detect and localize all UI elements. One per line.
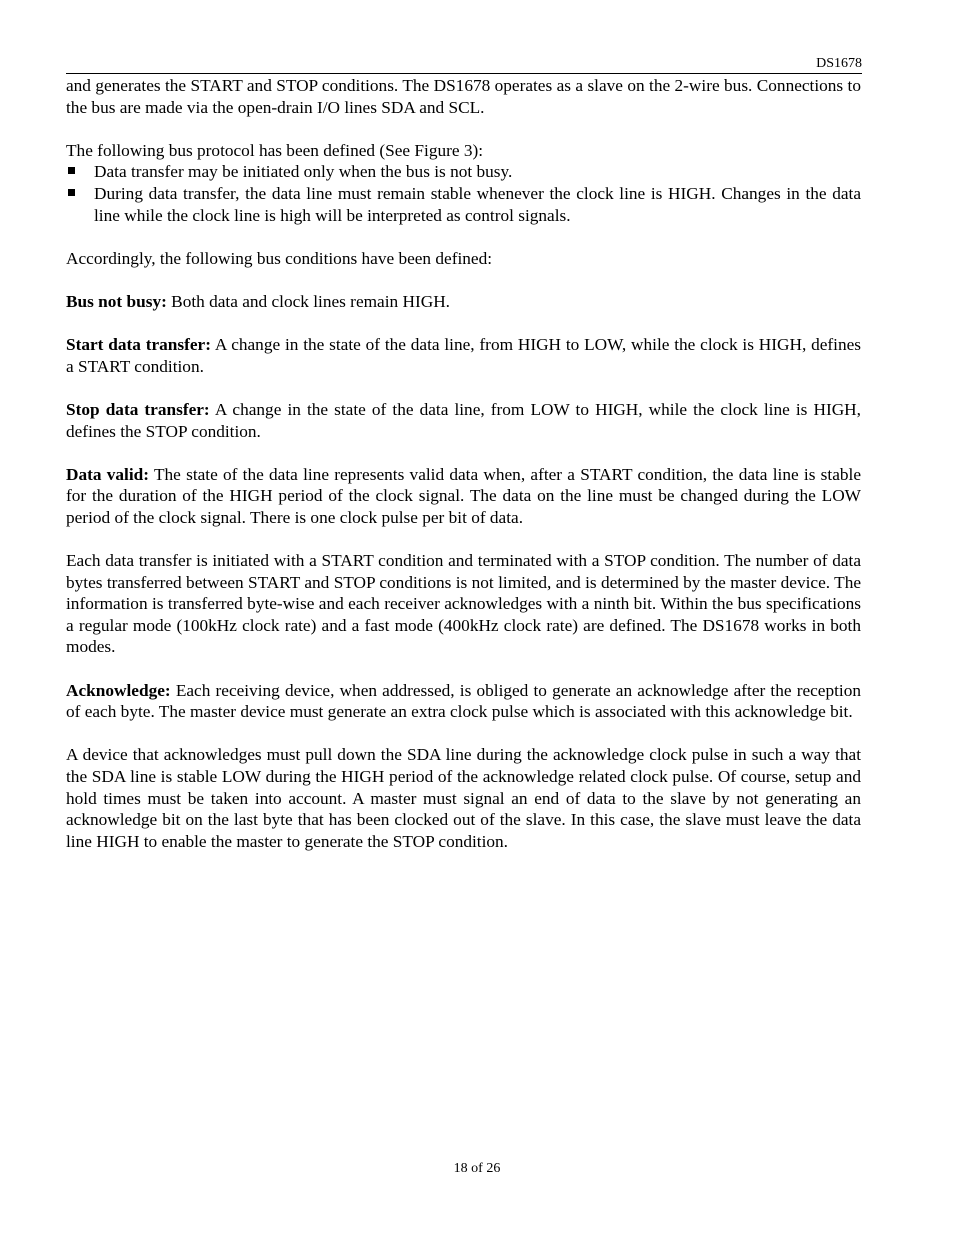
protocol-bullet-list <box>66 161 861 226</box>
paragraph-each-transfer: Each data transfer is initiated with a START condition and terminated with a STOP condition. The number of data bytes transferred between START and STOP conditions is not limited, and is determined by the master device. The information is transferred byte-wise and each receiver acknowledges with a ninth bit. Within the bus specifications a regular mode (100kHz clock rate) and a fast mode (400kHz clock rate) are defined. The DS1678 works in both modes. <box>66 551 861 657</box>
paragraph-stop-transfer <box>66 399 861 442</box>
paragraph-continuation: and generates the START and STOP conditions. The DS1678 operates as a slave on the 2-wire bus. Connections to the bus are made via the open-drain I/O lines SDA and SCL. <box>66 76 861 117</box>
header-rule <box>66 73 862 74</box>
header-doc-id: DS1678 <box>816 56 862 71</box>
paragraph-device-acknowledge: A device that acknowledges must pull down the SDA line during the acknowledge clock pulse in such a way that the SDA line is stable LOW during the HIGH period of the acknowledge related clock pulse. Of course, setup and hold times must be taken into account. A master must signal an end of data to the slave by not generating an acknowledge bit on the last byte that has been clocked out of the slave. In this case, the slave must leave the data line HIGH to enable the master to generate the STOP condition. <box>66 745 861 851</box>
term-stop-transfer: Stop data transfer: <box>66 399 210 419</box>
term-start-transfer: Start data transfer: <box>66 335 211 355</box>
definition-acknowledge: Each receiving device, when addressed, is obliged to generate an acknowledge after the reception of each byte. The master device must generate an extra clock pulse which is associated with this acknowledge bit. <box>66 680 861 722</box>
definition-data-valid: The state of the data line represents valid data when, after a START condition, the data line is stable for the duration of the HIGH period of the clock signal. The data on the line must be changed during the LOW period of the clock signal. There is one clock pulse per bit of data. <box>66 464 861 527</box>
paragraph-data-valid <box>66 464 861 529</box>
footer-page-number: 18 of 26 <box>453 1161 501 1176</box>
page-content <box>66 75 861 874</box>
list-item <box>66 161 861 183</box>
list-item <box>66 183 861 226</box>
term-bus-not-busy: Bus not busy: <box>66 291 167 311</box>
paragraph-conditions-intro: Accordingly, the following bus conditions have been defined: <box>66 248 493 268</box>
paragraph-bus-not-busy <box>66 291 861 313</box>
square-bullet-icon <box>68 167 75 174</box>
bullet-text: Data transfer may be initiated only when the bus is not busy. <box>94 162 513 182</box>
definition-stop-transfer: A change in the state of the data line, from LOW to HIGH, while the clock line is HIGH, defines the STOP condition. <box>66 399 861 441</box>
definition-bus-not-busy: Both data and clock lines remain HIGH. <box>166 291 451 311</box>
term-acknowledge: Acknowledge: <box>66 680 171 700</box>
bullet-text: During data transfer, the data line must remain stable whenever the clock line is HIGH. Changes in the data line while the clock line is high will be interpreted as control signals. <box>94 183 861 225</box>
definition-start-transfer: A change in the state of the data line, from HIGH to LOW, while the clock is HIGH, defines a START condition. <box>66 335 861 376</box>
paragraph-acknowledge <box>66 680 861 723</box>
paragraph-start-transfer <box>66 334 861 377</box>
term-data-valid: Data valid: <box>66 464 150 484</box>
square-bullet-icon <box>68 189 75 196</box>
paragraph-protocol-intro: The following bus protocol has been defined (See Figure 3): <box>66 140 484 160</box>
